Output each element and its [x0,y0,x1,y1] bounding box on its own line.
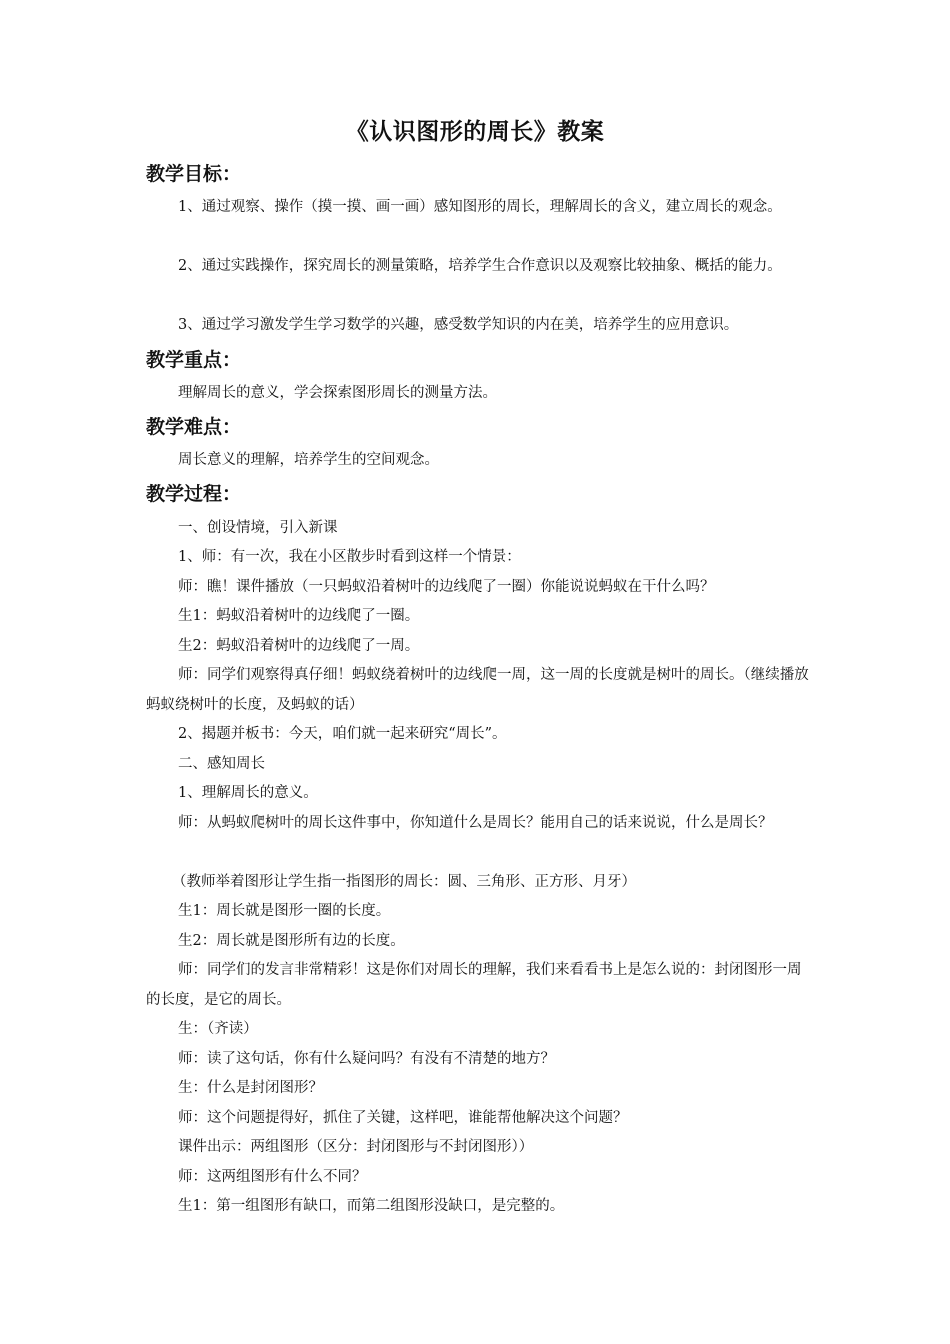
process-line: 2、揭题并板书：今天，咱们就一起来研究“周长”。 [178,726,507,742]
process-line: 生1：蚂蚁沿着树叶的边线爬了一圈。 [178,608,420,624]
process-line: 师：读了这句话，你有什么疑问吗？有没有不清楚的地方？ [178,1051,555,1067]
process-line: 师：瞧！课件播放（一只蚂蚁沿着树叶的边线爬了一圈）你能说说蚂蚁在干什么吗？ [178,579,715,595]
difficulties-text: 周长意义的理解，培养学生的空间观念。 [178,452,439,468]
document-title: 《认识图形的周长》教案 [345,118,605,145]
key-points-text: 理解周长的意义，学会探索图形周长的测量方法。 [178,385,497,401]
process-line: 师：这个问题提得好，抓住了关键，这样吧，谁能帮他解决这个问题？ [178,1110,628,1126]
process-line: 师：从蚂蚁爬树叶的周长这件事中，你知道什么是周长？能用自己的话来说说，什么是周长？ [178,815,773,831]
process-line: 一、创设情境，引入新课 [178,520,338,536]
key-points-heading: 教学重点： [146,349,242,371]
objectives-heading: 教学目标： [146,163,242,185]
process-line: 生1：第一组图形有缺口，而第二组图形没缺口，是完整的。 [178,1198,565,1214]
process-line: 师：同学们的发言非常精彩！这是你们对周长的理解，我们来看看书上是怎么说的：封闭图形一周的长度，是它的周长。 [146,962,802,1008]
process-line: 二、感知周长 [178,756,265,772]
process-line: 课件出示：两组图形（区分：封闭图形与不封闭图形）） [178,1139,534,1155]
process-line: 师：同学们观察得真仔细！蚂蚁绕着树叶的边线爬一周，这一周的长度就是树叶的周长。（继续播放蚂蚁绕树叶的长度，及蚂蚁的话） [146,667,809,713]
difficulties-heading: 教学难点： [146,416,242,438]
process-line: 生1：周长就是图形一圈的长度。 [178,903,391,919]
process-line: 生：（齐读） [178,1021,258,1037]
objective-item-3: 3、通过学习激发学生学习数学的兴趣，感受数学知识的内在美，培养学生的应用意识。 [178,317,739,333]
objective-item-2: 2、通过实践操作，探究周长的测量策略，培养学生合作意识以及观察比较抽象、概括的能力。 [178,258,782,274]
process-line: 生：什么是封闭图形？ [178,1080,323,1096]
process-line: 生2：周长就是图形所有边的长度。 [178,933,405,949]
process-line: 师：这两组图形有什么不同？ [178,1169,367,1185]
process-line: （教师举着图形让学生指一指图形的周长：圆、三角形、正方形、月牙） [172,874,636,890]
objective-item-1: 1、通过观察、操作（摸一摸、画一画）感知图形的周长，理解周长的含义，建立周长的观念。 [178,199,782,215]
process-line: 生2：蚂蚁沿着树叶的边线爬了一周。 [178,638,420,654]
process-line: 1、师：有一次，我在小区散步时看到这样一个情景： [178,549,521,565]
process-line: 1、理解周长的意义。 [178,785,318,801]
process-heading: 教学过程： [146,483,242,505]
